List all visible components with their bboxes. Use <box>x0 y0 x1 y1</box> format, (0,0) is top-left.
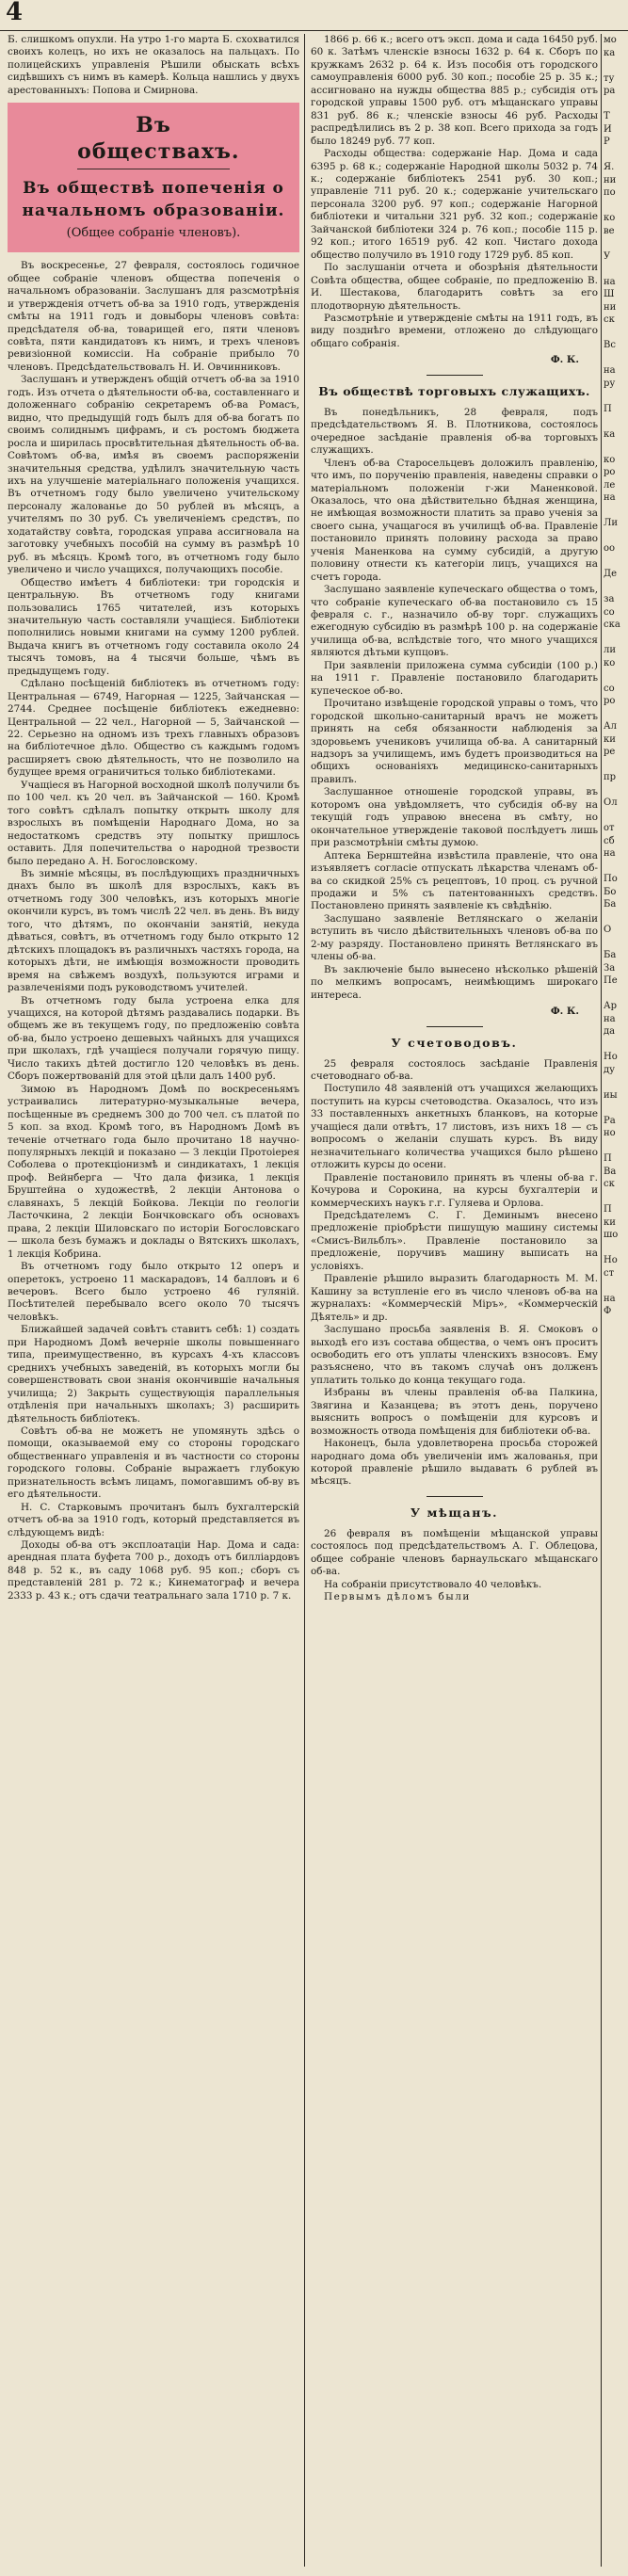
article-paragraph: Расходы общества: содержаніе Нар. Дома и сада 6395 р. 68 к.; содержаніе Народной школы 5032 р. 74 к.; содержаніе библіотекъ 2541 руб. 30 коп.; управленіе 711 руб. 20 к.; содержаніе учительскаго персонала 3200 руб. 97 коп.; содержаніе Нагорной библіотеки и читальни 321 руб. 32 коп.; содержаніе Зайчанской библіотеки 324 р. 76 коп.; пособіе 115 р. 92 коп.; итого 16519 руб. 42 коп. Чистаго дохода общество получило въ 1910 году 1729 руб. 85 коп. <box>311 148 598 261</box>
edge-fragment-line: О <box>604 925 612 935</box>
edge-fragment-line: У <box>604 250 611 262</box>
edge-fragment-line <box>604 1280 628 1293</box>
edge-fragment-line: Р <box>604 137 610 147</box>
edge-fragment-line: ле <box>604 479 616 491</box>
edge-fragment-line <box>604 759 628 772</box>
article-paragraph: Избраны въ члены правленія об-ва Палкина, Звягина и Казанцева; въ этотъ день, поручено выяснить вопросъ о помѣщеніи для курсовъ и возможность отвода помѣщенія для библіотеки об-ва. <box>311 1387 598 1437</box>
edge-fragment-line <box>604 937 628 950</box>
edge-fragment-line <box>604 1140 628 1153</box>
article-paragraph: Поступило 48 заявленій отъ учащихся желающихъ поступить на курсы счетоводства. Оказалось, что изъ 33 поставленныхъ анкетныхъ бланковъ, на которые учащіеся дали отвѣтъ, 17 листовъ, изъ нихъ 18 — съ вопросомъ о желаніи слушать курсъ. Въ виду незначительнаго количества учащихся было рѣшено отложить курсы до осени. <box>311 1083 598 1171</box>
article-paragraph: Заслушано заявленіе купеческаго общества о томъ, что собраніе купеческаго об-ва постановило съ 15 февраля с. г., назначило об-ву торг. служащихъ ежегодную субсидію въ размѣрѣ 100 р. на содержаніе училища об-ва, вслѣдствіе того, что много учащихся являются дѣтьми купцовъ. <box>311 584 598 659</box>
right-column <box>311 34 598 2567</box>
article-paragraph: Разсмотрѣніе и утвержденіе смѣты на 1911 годъ, въ виду позднѣго времени, отложено до слѣдующаго общаго собранія. <box>311 312 598 349</box>
edge-fragment-line: на <box>604 492 616 503</box>
edge-fragment-line: Но <box>604 1255 618 1265</box>
edge-fragment-line: со <box>604 683 615 694</box>
edge-fragment-line: ту <box>604 72 615 84</box>
edge-fragment-line: ск <box>604 314 615 325</box>
article-paragraph: Правленіе рѣшило выразить благодарность М. М. Кашину за вступленіе его въ число членовъ об-ва на журналахъ: «Коммерческій Міръ», «Коммерческій Дѣятель» и др. <box>311 1273 598 1323</box>
edge-fragment-line <box>604 861 628 874</box>
edge-fragment-line: Ал <box>604 721 617 732</box>
edge-fragment-line: пр <box>604 772 617 782</box>
article-paragraph: На собраніи присутствовало 40 человѣкъ. <box>324 1578 542 1590</box>
column-divider-right <box>601 34 602 2567</box>
edge-fragment-line: Ли <box>604 518 619 528</box>
article-paragraph: 25 февраля состоялось засѣданіе Правленія счетоводнаго об-ва. <box>311 1057 598 1082</box>
edge-fragment-line: шо <box>604 1230 619 1240</box>
edge-fragment-line: ко <box>604 657 616 668</box>
edge-fragment-line: Т <box>604 111 610 121</box>
article-paragraph: Членъ об-ва Старосельцевъ доложилъ правленію, что имъ, по порученію правленія, наведены справки о матеріальномъ положеніи г-жи Маненковой. Оказалось, что она дѣйствительно бѣдная женщина, не имѣющая возможности платить за право ученія за своего сына, учащагося въ училищѣ об-ва. Правленіе постановило принять половину расхода за право ученія Маненкова на сумму субсидій, а другую половину отнести къ категоріи лицъ, учащихся на счетъ города. <box>311 457 598 583</box>
edge-fragment-line: П <box>604 403 612 414</box>
section-title-trade-employees: Въ обществѣ торговыхъ служащихъ. <box>318 383 590 398</box>
article-paragraph: Въ понедѣльникъ, 28 февраля, подъ предсѣдательствомъ Я. В. Плотникова, состоялось очередное засѣданіе правленія об-ва торговыхъ служащихъ. <box>311 406 598 457</box>
article-paragraph: Зимою въ Народномъ Домѣ по воскресеньямъ устраивались литературно-музыкальные вечера, посѣщенные въ среднемъ 300 до 700 чел. съ платой по 5 коп. за вход. Кромѣ того, въ Народномъ Домѣ въ теченіе отчетнаго года было прочитано 18 научно-популярныхъ лекцій и показано — З лекціи Протоіерея Соболева о протекціонизмѣ и синдикатахъ, 1 лекція проф. Вейнберга — Что дала физика, 1 лекція Бруштейна о художествѣ, 2 лекціи Антонова о славянахъ, 5 лекцій Бойкова. Лекціи по геологіи Ласточкина, 2 лекціи Бончковскаго объ основахъ права, 2 лекціи Шиловскаго по исторіи Богословскаго — школа безъ бумажъ и доклады о Вятскихъ школахъ, 1 лекція Кобрина. <box>8 1083 299 1260</box>
edge-fragment-line <box>604 988 628 1001</box>
section-headline-title: Въ обществахъ. <box>77 112 230 169</box>
article-paragraph: Учащіеся въ Нагорной восходной школѣ получили бъ по 100 чел. къ 20 чел. въ Зайчанской — 160. Кромѣ того совѣтъ сдѣлалъ попытку открыть школу для взрослыхъ въ помѣщеніи Народнаго Дома, но за недостаткомъ средствъ эту попытку пришлось оставить. Для попечительства о народной трезвости было передано А. Н. Богословскому. <box>8 779 299 867</box>
edge-fragment-line: мо <box>604 35 617 45</box>
page-number: 4 <box>6 0 24 26</box>
edge-fragment-line: П <box>604 1153 612 1164</box>
edge-fragment-line: По <box>604 874 618 884</box>
left-column <box>8 34 299 2567</box>
edge-fragment-line <box>604 810 628 823</box>
edge-fragment-line <box>604 263 628 276</box>
edge-fragment-line: П <box>604 1204 612 1215</box>
edge-fragment-line: Ар <box>604 1001 617 1011</box>
section-headline-subtitle: Въ обществѣ попеченія о начальномъ образованіи. <box>22 179 285 221</box>
edge-fragment-line: ро <box>604 467 616 477</box>
edge-fragment-line: ко <box>604 454 616 465</box>
article-paragraph: Сдѣлано посѣщеній библіотекъ въ отчетномъ году: Центральная — 6749, Нагорная — 1225, Зайчанская — 2744. Среднее посѣщеніе библіотекъ ежедневно: Центральной — 22 чел., Нагорной — 5, Зайчанской — 22. Серьезно на одномъ изъ трехъ главныхъ образовъ на библіотечное дѣло. Общество съ каждымъ годомъ расширяетъ свою дѣятельность, что не позволило на будущее время ограничиться только библіотеками. <box>8 678 299 779</box>
edge-fragment-line: ру <box>604 378 616 389</box>
edge-fragment-line <box>604 98 628 111</box>
edge-fragment-line: Ол <box>604 797 618 808</box>
edge-fragment-line: Но <box>604 1052 618 1062</box>
edge-fragment-line: ли <box>604 645 617 655</box>
edge-fragment-line: на <box>604 848 616 859</box>
article-paragraph: Доходы об-ва отъ эксплоатаціи Нар. Дома и сада: арендная плата буфета 700 р., доходъ отъ билліардовъ 848 р. 52 к., въ саду 1068 руб. 95 коп.; сборъ съ представленій 281 р. 72 к.; Кинематограф и вечера 2333 р. 43 к.; отъ сдачи театральнаго зала 1710 р. 7 к. <box>8 1539 299 1602</box>
edge-fragment-line: Я. <box>604 162 615 172</box>
edge-fragment-line: Де <box>604 569 618 579</box>
article-paragraph: Заслушано заявленіе Ветлянскаго о желаніи вступить въ число дѣйствительныхъ членовъ об-ва по 2-му разряду. Постановлено принять Ветлянскаго въ члены об-ва. <box>311 912 598 963</box>
edge-fragment-line: да <box>604 1026 616 1037</box>
edge-fragment-line: И <box>604 123 612 135</box>
edge-fragment-line: ду <box>604 1064 616 1075</box>
article-signature: Ф. К. <box>550 1006 579 1018</box>
edge-fragment-line <box>604 632 628 645</box>
article-paragraph: Въ отчетномъ году была устроена елка для учащихся, на которой дѣтямъ раздавались подарки. Въ общемъ же въ текущемъ году, по предложенію совѣта об-ва, было устроено дешевыхъ чайныхъ для учащихся при школахъ, гдѣ учащіеся получали горячую пищу. Число такихъ дѣтей достигло 120 человѣкъ въ день. Сборъ пожертвованій для этой цѣли далъ 1400 руб. <box>8 994 299 1083</box>
edge-fragment-line: Ра <box>604 1115 616 1126</box>
article-paragraph: Прочитано извѣщеніе городской управы о томъ, что городской школьно-санитарный врачъ не можетъ принять на себя обязанности наблюденія за здоровьемъ учениковъ училища об-ва. А санитарный надзоръ за училищемъ, имъ будетъ производиться на общихъ основаніяхъ медицинско-санитарныхъ правилъ. <box>311 698 598 785</box>
section-title-accountants: У счетоводовъ. <box>391 1035 518 1050</box>
section-title-townsfolk: У мѣщанъ. <box>410 1505 499 1520</box>
article-paragraph: Аптека Бернштейна извѣстила правленіе, что она изъявляетъ согласіе отпускать лѣкарства членамъ об-ва со скидкой 25% съ рецептовъ, 10 проц. съ ручной продажи и 5% съ патентованныхъ средствъ. Постановлено принять заявленіе къ свѣдѣнію. <box>311 849 598 912</box>
edge-fragment-line <box>604 555 628 569</box>
section-separator <box>427 375 483 376</box>
edge-fragment-line: от <box>604 823 615 833</box>
edge-fragment-line: ни <box>604 301 617 313</box>
column-divider-left <box>304 34 305 2567</box>
edge-fragment-line: Бо <box>604 886 617 897</box>
section-separator <box>427 1496 483 1497</box>
edge-fragment-line: ни <box>604 174 617 185</box>
article-paragraph: Заслушано просьба заявленія В. Я. Смоковъ о выходѣ его изъ состава общества, о чемъ онъ проситъ освободить его отъ уплаты членскихъ взносовъ. Ему разъяснено, что въ такомъ случаѣ онъ долженъ уплатить только до конца текущаго года. <box>311 1324 598 1386</box>
edge-fragment-line <box>604 1242 628 1255</box>
edge-fragment-line: со <box>604 606 615 618</box>
edge-fragment-line: Ф <box>604 1306 612 1316</box>
edge-fragment-line: на <box>604 1013 616 1024</box>
article-paragraph: Въ воскресенье, 27 февраля, состоялось годичное общее собраніе членовъ общества попеченія о начальномъ образованіи. Заслушанъ для разсмотрѣнія и утвержденія отчетъ об-ва за 1910 годъ, утвержденія смѣты на 1911 годъ и довыборы членовъ совѣта: предсѣдателя об-ва, товарищей его, пяти членовъ совѣта, пяти кандидатовъ къ нимъ, и трехъ членовъ ревизіонной комиссіи. На собраніе прибыло 70 членовъ. Предсѣдательствовалъ Н. И. Овчинниковъ. <box>8 260 299 373</box>
edge-fragment-line <box>604 708 628 721</box>
edge-fragment-line: за <box>604 594 615 604</box>
article-paragraph: При заявленіи приложена сумма субсидіи (100 р.) на 1911 г. Правленіе постановило благодарить купеческое об-во. <box>311 659 598 697</box>
edge-fragment-line: ка <box>604 47 616 58</box>
article-paragraph: Общество имѣетъ 4 библіотеки: три городскія и центральную. Въ отчетномъ году книгами пользовались 1765 читателей, изъ которыхъ значительную часть составляли учащіеся. Библіотеки пополнились новыми книгами на сумму 1200 рублей. Выдача книгъ въ отчетномъ году составила около 24 тысячъ томовъ, на 4 тысячи больше, чѣмъ въ предыдущемъ году. <box>8 576 299 677</box>
top-rule <box>0 30 628 31</box>
article-paragraph: Н. С. Старковымъ прочитанъ былъ бухгалтерскій отчетъ об-ва за 1910 годъ, который представляется въ слѣдующемъ видѣ: <box>8 1501 299 1538</box>
edge-fragment-line <box>604 59 628 72</box>
edge-fragment-line: ве <box>604 225 615 236</box>
article-paragraph: Ближайшей задачей совѣтъ ставитъ себѣ: 1) создать при Народномъ Домѣ вечерніе школы повышеннаго типа, преимущественно, въ курсахъ 4-хъ классовъ среднихъ учебныхъ заведеній, въ которыхъ могли бы совершенствовать свои знанія окончившіе начальныя училища; 2) Закрыть существующія параллельныя отдѣленія при начальныхъ школахъ; 3) расширить дѣятельность библіотекъ. <box>8 1324 299 1425</box>
edge-fragment-line <box>604 530 628 543</box>
edge-fragment-line: Пе <box>604 975 618 986</box>
article-paragraph: Заслушанъ и утвержденъ общій отчетъ об-ва за 1910 годъ. Изъ отчета о дѣятельности об-ва, составленнаго и доложеннаго собранію секретаремъ об-ва Ромасъ, видно, что предыдущій годъ былъ для об-ва богатъ по своимъ солиднымъ цифрамъ, и съ ростомъ бюджета росла и ширилась просвѣтительная дѣятельность об-ва. Совѣтомъ об-ва, имѣя въ своемъ распоряженіи значительныя средства, удѣлилъ значительную часть ихъ на улучшеніе матеріальнаго положенія учащихся. Въ отчетномъ году было увеличено учительскому персоналу жалованье до 50 рублей въ мѣсяцъ, а учителямъ по 30 руб. Съ увеличеніемъ средствъ, по ходатайству совѣта, городская управа ассигновала на заготовку учебныхъ пособій на сумму въ размѣрѣ 10 руб. въ мѣсяцъ. Кромѣ того, въ отчетномъ году было увеличено и число учащихся, получающихъ пособіе. <box>8 374 299 576</box>
edge-fragment-line <box>604 390 628 403</box>
article-paragraph: Правленіе постановило принять въ члены об-ва г. Кочурова и Сорокина, на курсы бухгалтеріи и коммерческихъ наукъ г.г. Гуляева и Орлова. <box>311 1171 598 1209</box>
edge-fragment-line <box>604 327 628 340</box>
edge-fragment-line: на <box>604 365 616 376</box>
edge-fragment-line <box>604 505 628 518</box>
article-paragraph: Первымъ дѣломъ были <box>324 1591 471 1603</box>
edge-fragment-line: ко <box>604 213 616 223</box>
article-paragraph: Предсѣдателемъ С. Г. Деминымъ внесено предложеніе пріобрѣсти пишущую машину системы «Смисъ-Вильблъ». Правленіе постановило за предложеніе, поручивъ машину выписать на условіяхъ. <box>311 1209 598 1272</box>
article-paragraph: По заслушаніи отчета и обозрѣнія дѣятельности Совѣта общества, общее собраніе, по предложенію В. И. Шестакова, благодаритъ совѣтъ за его плодотворную дѣятельность. <box>311 262 598 312</box>
edge-fragment-line: Ш <box>604 289 615 299</box>
article-paragraph: 26 февраля въ помѣщеніи мѣщанской управы состоялось под предсѣдательствомъ А. Г. Облецова, общее собраніе членовъ барнаульскаго мѣщанскаго об-ва. <box>311 1527 598 1578</box>
adjacent-column-fragment <box>604 34 628 2567</box>
section-headline-box <box>8 103 299 252</box>
edge-fragment-line: ска <box>604 620 620 630</box>
edge-fragment-line <box>604 441 628 454</box>
article-paragraph: Наконецъ, была удовлетворена просьба сторожей народнаго дома объ увеличеніи имъ жалованья, при которой правленіе рѣшило выдавать 6 рублей въ мѣсяцъ. <box>311 1438 598 1488</box>
edge-fragment-line: ро <box>604 696 616 706</box>
section-separator <box>427 1026 483 1027</box>
edge-fragment-line: ка <box>604 428 616 440</box>
article-paragraph: Въ отчетномъ году было открыто 12 оперъ и оперетокъ, устроено 11 маскарадовъ, 14 балловъ и 6 вечеровъ. Всего было устроено 46 гуляній. Посѣтителей перебывало всего около 70 тысячъ человѣкъ. <box>8 1261 299 1323</box>
edge-fragment-line <box>604 200 628 213</box>
edge-fragment-line: Ба <box>604 950 617 960</box>
intro-paragraph: Б. слишкомъ опухли. На утро 1-го марта Б. схохватился своихъ колецъ, но ихъ не оказалось на пальцахъ. По полицейскихъ управленія Рѣшили обыскать всѣхъ сидѣвшихъ съ нимъ въ камерѣ. Кольца нашлись у двухъ арестованныхъ: Попова и Смирнова. <box>8 34 299 96</box>
edge-fragment-line: ст <box>604 1267 615 1279</box>
edge-fragment-line: ск <box>604 1179 615 1189</box>
edge-fragment-line <box>604 1191 628 1204</box>
edge-fragment-line <box>604 415 628 428</box>
article-paragraph: Въ заключеніе было вынесено нѣсколько рѣшеній по мелкимъ вопросамъ, неимѣющимъ широкаго интереса. <box>311 963 598 1001</box>
edge-fragment-line: ки <box>604 733 616 745</box>
article-paragraph: 1866 р. 66 к.; всего отъ эксп. дома и сада 16450 руб. 60 к. Затѣмъ членскіе взносы 1632 р. 64 к. Сборъ по кружкамъ 2632 р. 64 к. Изъ пособія отъ городского самоуправленія 6000 руб. 30 коп.; пособіе 25 р. 35 к.; ассигновано на нужды общества 885 р.; субсидія отъ городской управы 1500 руб. отъ мѣщанскаго управы 831 руб. 86 к.; членскіе взносы 46 руб. Расходы распредѣлились въ 2 р. 38 коп. Всего прихода за годъ было 18249 руб. 77 коп. <box>311 34 598 147</box>
edge-fragment-line: сб <box>604 835 615 846</box>
article-paragraph: Заслушанное отношеніе городской управы, въ которомъ она увѣдомляетъ, что субсидія об-ву на текущій годъ управою внесена въ смѣту, но окончательное утвержденіе таковой послѣдуетъ лишь при разсмотрѣніи смѣты думою. <box>311 786 598 849</box>
edge-fragment-line: оо <box>604 543 616 554</box>
edge-fragment-line: Ба <box>604 899 617 910</box>
edge-fragment-line: Ва <box>604 1166 617 1177</box>
edge-fragment-line: но <box>604 1128 616 1138</box>
edge-fragment-line: на <box>604 1293 616 1304</box>
section-headline-note: (Общее собраніе членовъ). <box>66 226 241 241</box>
edge-fragment-line: ре <box>604 747 616 757</box>
edge-fragment-line <box>604 237 628 250</box>
edge-fragment-line <box>604 1076 628 1089</box>
edge-fragment-line <box>604 669 628 683</box>
edge-fragment-line <box>604 1038 628 1052</box>
edge-fragment-line <box>604 911 628 925</box>
edge-fragment-line <box>604 352 628 365</box>
article-paragraph: Въ зимніе мѣсяцы, въ послѣдующихъ праздничныхъ днахъ было въ школѣ для взрослыхъ, какъ въ отчетномъ году 300 человѣкъ, изъ которыхъ многіе окончили курсъ, въ томъ числѣ 22 чел. въ день. Въ виду того, что дѣтямъ, по окончаніи занятій, некуда дѣваться, совѣтъ, въ отчетномъ году было открыто 12 дѣтскихъ площадокъ въ различныхъ частяхъ города, на которыхъ дѣти, не имѣющія возможности проводить время на свѣжемъ воздухѣ, пользуются играми и развлеченіями подъ руководствомъ учителей. <box>8 868 299 994</box>
edge-fragment-line: ки <box>604 1216 616 1228</box>
article-signature: Ф. К. <box>550 354 579 366</box>
edge-fragment-line: на <box>604 276 616 287</box>
edge-fragment-line: За <box>604 962 616 974</box>
edge-fragment-line <box>604 784 628 797</box>
article-paragraph: Совѣтъ об-ва не можетъ не упомянуть здѣсь о помощи, оказываемой ему со стороны городскаго общественнаго управленія и въ частности со стороны городского головы. Собраніе выражаетъ глубокую признательность всѣмъ лицамъ, помогавшимъ об-ву въ его дѣятельности. <box>8 1425 299 1501</box>
edge-fragment-line <box>604 1102 628 1115</box>
edge-fragment-line: по <box>604 187 616 198</box>
edge-fragment-line: Вс <box>604 340 616 350</box>
edge-fragment-line <box>604 581 628 594</box>
edge-fragment-line <box>604 149 628 162</box>
edge-fragment-line: ра <box>604 86 616 96</box>
edge-fragment-line: иы <box>604 1089 618 1101</box>
